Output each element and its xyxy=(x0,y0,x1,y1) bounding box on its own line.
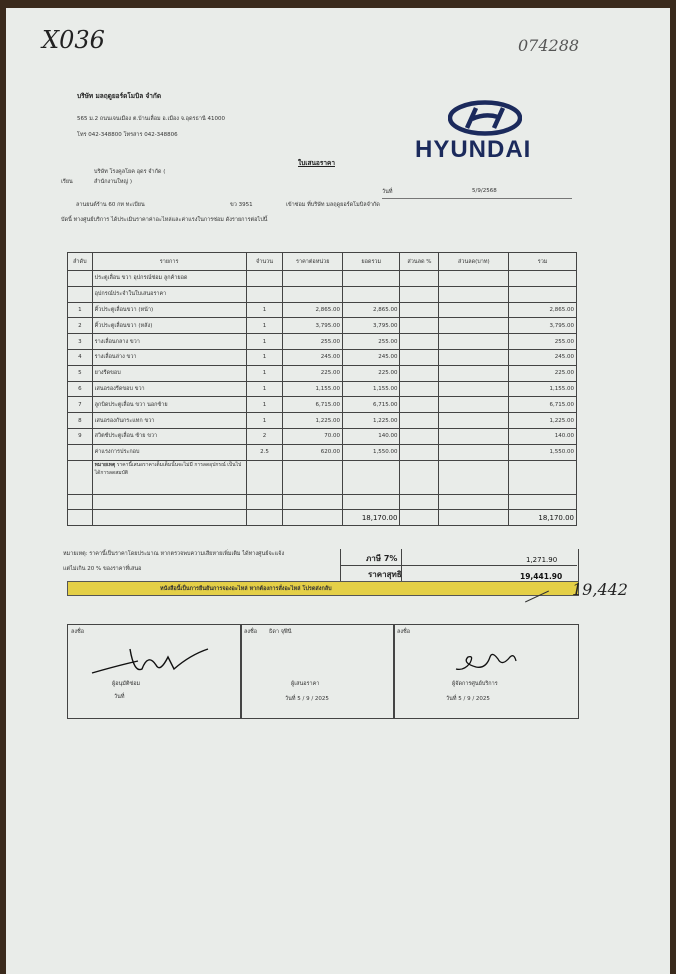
sig2-role: ผู้เสนอราคา xyxy=(291,681,320,687)
table-row xyxy=(68,444,577,460)
footer-note-line2: แต่ไม่เกิน 20 % ของราคาที่เสนอ xyxy=(63,566,142,572)
table-header-row xyxy=(68,253,577,271)
row-unit: 245.00 xyxy=(283,349,343,365)
row-no: 2 xyxy=(68,318,93,334)
row-no: 7 xyxy=(68,397,93,413)
sig1-date-label: วันที่ xyxy=(114,694,125,700)
row-desc: รางเลื่อนล่าง ขวา xyxy=(92,349,246,365)
header-amount: ยอดรวม xyxy=(343,253,400,271)
header-total: รวม xyxy=(509,253,577,271)
row-unit: 2,865.00 xyxy=(283,302,343,318)
row-amount: 3,795.00 xyxy=(343,318,400,334)
row-qty: 1 xyxy=(246,349,283,365)
row-desc: เสนอรองรีดขอบ ขวา xyxy=(92,381,246,397)
row-no: 8 xyxy=(68,413,93,429)
row-qty: 1 xyxy=(246,365,283,381)
subtotal-total: 18,170.00 xyxy=(509,510,577,526)
row-qty: 1 xyxy=(246,381,283,397)
company-address: 565 ม.2 ถนนเจนเมือง ต.บ้านเลื่อม อ.เมือง จ.อุดรธานี 41000 xyxy=(77,116,225,122)
row-desc: ยางรีดขอบ xyxy=(92,365,246,381)
net-label: ราคาสุทธิ xyxy=(368,570,402,579)
handwritten-total-note: 19,442 xyxy=(572,580,628,599)
row-no: 4 xyxy=(68,349,93,365)
sig2-name: ธิดา จุฬีนี xyxy=(269,629,292,635)
row-total: 2,865.00 xyxy=(509,302,577,318)
row-total: 1,225.00 xyxy=(509,413,577,429)
sig3-label: ลงชื่อ xyxy=(397,629,411,635)
handwritten-doc-code: X036 xyxy=(42,26,105,54)
subtotal-row xyxy=(68,510,577,526)
car-plate: ขว 3951 xyxy=(230,202,253,208)
row-no xyxy=(68,444,93,460)
row-desc: คิ้วประตูเลื่อนขวา (หน้า) xyxy=(92,302,246,318)
row-total: 3,795.00 xyxy=(509,318,577,334)
brand-wordmark: HYUNDAI xyxy=(415,136,532,163)
remark-label: หมายเหตุ xyxy=(94,461,116,468)
sig2-date: วันที่ 5 / 9 / 2025 xyxy=(285,696,329,702)
handwritten-doc-number: 074288 xyxy=(518,36,580,55)
banner-text: หนังสือนี้เป็นการยืนยันการจองอะไหล่ หากต้องการสั่งอะไหล่ โปรดส่งกลับ xyxy=(160,586,332,592)
sig1-role: ผู้อนุมัติซ่อม xyxy=(112,681,141,687)
table-row xyxy=(68,428,577,444)
row-amount: 1,155.00 xyxy=(343,381,400,397)
header-description: รายการ xyxy=(92,253,246,271)
row-unit: 3,795.00 xyxy=(283,318,343,334)
table-row xyxy=(68,334,577,350)
row-total: 255.00 xyxy=(509,334,577,350)
row-qty: 2 xyxy=(246,428,283,444)
approver-signature-box xyxy=(67,624,242,719)
sig3-date: วันที่ 5 / 9 / 2025 xyxy=(446,696,490,702)
row-no: 1 xyxy=(68,302,93,318)
intro-text: บัดนี้ ทางศูนย์บริการ ได้ประเมินราคาค่าอะไหล่และค่าแรงในการซ่อม ดังรายการต่อไปนี้ xyxy=(61,217,268,223)
row-unit: 6,715.00 xyxy=(283,397,343,413)
confirmation-banner xyxy=(67,581,579,596)
row-no: 6 xyxy=(68,381,93,397)
customer-branch: สำนักงานใหญ่ ) xyxy=(94,179,132,185)
manager-signature-box xyxy=(393,624,579,719)
row-unit: 225.00 xyxy=(283,365,343,381)
row-amount: 2,865.00 xyxy=(343,302,400,318)
blank-row xyxy=(68,494,577,510)
row-qty: 1 xyxy=(246,413,283,429)
row-desc: ค่าแรงการประกอบ xyxy=(92,444,246,460)
header-discount-baht: ส่วนลด(บาท) xyxy=(439,253,509,271)
table-row xyxy=(68,302,577,318)
row-qty: 2.5 xyxy=(246,444,283,460)
group-title-row xyxy=(68,271,577,287)
header-unit-price: ราคาต่อหน่วย xyxy=(283,253,343,271)
table-row xyxy=(68,365,577,381)
sig3-role: ผู้จัดการศูนย์บริการ xyxy=(452,681,498,687)
footer-note-line1: หมายเหตุ: ราคานี้เป็นราคาโดยประมาณ หากตรวจพบความเสียหายเพิ่มเติม ได้ทางศูนย์จะแจ้ง xyxy=(63,551,285,557)
table-row xyxy=(68,397,577,413)
vat-label: ภาษี 7% xyxy=(366,554,398,563)
table-row xyxy=(68,381,577,397)
remark-cell xyxy=(92,460,246,494)
sig2-label: ลงชื่อ xyxy=(244,629,258,635)
row-amount: 225.00 xyxy=(343,365,400,381)
header-discount-pct: ส่วนลด % xyxy=(400,253,439,271)
quote-date: 5/9/2568 xyxy=(472,188,497,194)
customer-name: บริษัท โรงคูลโยค อุดร จำกัด ( xyxy=(94,169,166,175)
row-desc: เสนอรองกันกระแทก ขวา xyxy=(92,413,246,429)
row-total: 140.00 xyxy=(509,428,577,444)
date-underline xyxy=(382,198,572,199)
row-no: 3 xyxy=(68,334,93,350)
table-row xyxy=(68,413,577,429)
row-desc: รางเลื่อนกลาง ขวา xyxy=(92,334,246,350)
row-qty: 1 xyxy=(246,302,283,318)
row-amount: 140.00 xyxy=(343,428,400,444)
remark-row xyxy=(68,460,577,494)
approver-signature xyxy=(90,643,210,677)
group-title-1: ประตูเลื่อน ขวา อุปกรณ์ซ่อม ลูกค้ายอด xyxy=(92,271,246,287)
row-qty: 1 xyxy=(246,318,283,334)
vat-amount: 1,271.90 xyxy=(526,556,558,564)
manager-signature xyxy=(452,645,522,675)
car-info: ลานยนต์ร้าน 60 กท ทะเบียน xyxy=(76,202,145,208)
summary-divider xyxy=(340,565,577,566)
quoter-signature-box xyxy=(240,624,395,719)
date-label: วันที่ xyxy=(382,189,393,195)
to-label: เรียน xyxy=(61,179,73,185)
company-name: บริษัท มลฤดูยอร์ดโมบิล จำกัด xyxy=(77,92,162,100)
row-unit: 1,155.00 xyxy=(283,381,343,397)
row-total: 225.00 xyxy=(509,365,577,381)
row-no: 5 xyxy=(68,365,93,381)
row-desc: คิ้วประตูเลื่อนขวา (หลัง) xyxy=(92,318,246,334)
row-desc: ลูกบิดประตูเลื่อน ขวา นอกซ้าย xyxy=(92,397,246,413)
service-location: เข้าซ่อม ที่บริษัท มลฤดูยอร์ดโมบิลจำกัด xyxy=(286,202,380,208)
row-amount: 245.00 xyxy=(343,349,400,365)
header-qty: จำนวน xyxy=(246,253,283,271)
company-phone: โทร 042-348800 โทรสาร 042-348806 xyxy=(77,132,178,138)
row-total: 1,155.00 xyxy=(509,381,577,397)
row-amount: 1,225.00 xyxy=(343,413,400,429)
items-table xyxy=(67,252,577,526)
subtotal-amount: 18,170.00 xyxy=(343,510,400,526)
row-unit: 1,225.00 xyxy=(283,413,343,429)
row-total: 1,550.00 xyxy=(509,444,577,460)
row-total: 6,715.00 xyxy=(509,397,577,413)
row-unit: 620.00 xyxy=(283,444,343,460)
row-desc: สวิตช์ประตูเลื่อน ซ้าย ขวา xyxy=(92,428,246,444)
table-row xyxy=(68,318,577,334)
row-amount: 1,550.00 xyxy=(343,444,400,460)
table-row xyxy=(68,349,577,365)
quotation-paper xyxy=(6,8,670,974)
row-total: 245.00 xyxy=(509,349,577,365)
group-title-2: อุปกรณ์ประจำในใบเสนอราคา xyxy=(92,286,246,302)
document-title: ใบเสนอราคา xyxy=(298,159,335,167)
row-amount: 255.00 xyxy=(343,334,400,350)
net-amount: 19,441.90 xyxy=(520,572,563,581)
row-qty: 1 xyxy=(246,334,283,350)
group-title-row xyxy=(68,286,577,302)
hyundai-logo-icon xyxy=(448,100,522,140)
sig1-label: ลงชื่อ xyxy=(71,629,85,635)
remark-text: ราคานี้เสนอราคาเต็มเต็มนั้นจะไม่มี การลดอุปกรณ์ เป็นไปได้การลดสมบัติ xyxy=(94,461,242,476)
row-unit: 255.00 xyxy=(283,334,343,350)
row-amount: 6,715.00 xyxy=(343,397,400,413)
header-no: ลำดับ xyxy=(68,253,93,271)
row-unit: 70.00 xyxy=(283,428,343,444)
row-no: 9 xyxy=(68,428,93,444)
row-qty: 1 xyxy=(246,397,283,413)
